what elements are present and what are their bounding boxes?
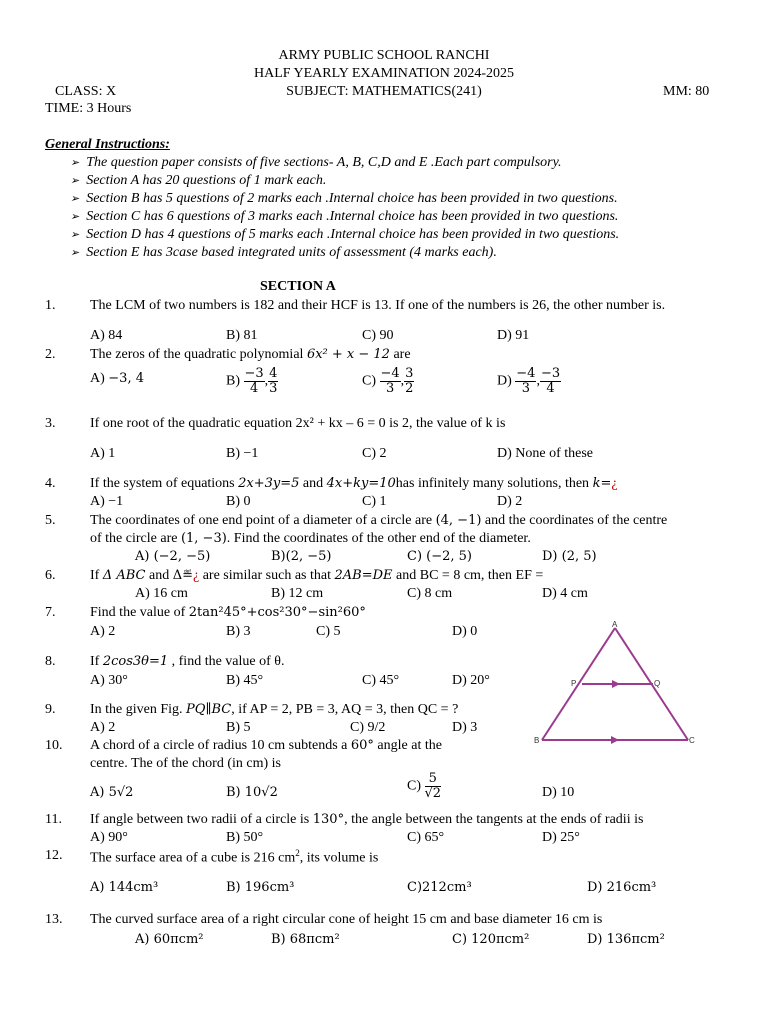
max-marks: MM: 80 (663, 84, 710, 99)
label-a: A (612, 620, 618, 629)
option-c: C) 1 (362, 494, 387, 509)
option-b: B) 12 cm (271, 586, 324, 601)
question-number: 1. (45, 298, 56, 313)
question-number: 3. (45, 416, 56, 431)
arrow-bullet-icon: ➢ (70, 229, 80, 241)
arrow-bullet-icon: ➢ (70, 247, 80, 259)
fraction: $\frac{4}{3}$ (269, 366, 278, 396)
instruction-item: ➢ Section A has 20 questions of 1 mark each. (70, 173, 327, 188)
math-expression: 6x² + x − 12 (306, 347, 390, 362)
question-text-line2: centre. The of the chord (in cm) is (90, 756, 282, 771)
option-c: C) (−2, 5) (407, 549, 472, 564)
section-title: SECTION A (260, 279, 336, 294)
question-text: If Δ ABC and Δ≝¿ are similar such as that 2AB=DE and BC = 8 cm, then EF = (90, 568, 544, 583)
question-text: If 2cos3θ=1 , find the value of θ. (90, 654, 285, 669)
question-number: 6. (45, 568, 56, 583)
option-d: D) 3 (452, 720, 478, 735)
question-number: 9. (45, 702, 56, 717)
option-c: C) 2 (362, 446, 387, 461)
arrow-bc-icon (611, 736, 619, 744)
question-number: 8. (45, 654, 56, 669)
question-text: If one root of the quadratic equation 2x² + kx – 6 = 0 is 2, the value of k is (90, 416, 506, 431)
option-b: B) 81 (226, 328, 258, 343)
option-b: B) 5 (226, 720, 251, 735)
label-q: Q (654, 679, 661, 688)
instruction-item: ➢ Section E has 3case based integrated units of assessment (4 marks each). (70, 245, 497, 260)
option-c: C) 120πcm² (452, 932, 530, 947)
instruction-item: ➢ Section C has 6 questions of 3 marks each .Internal choice has been provided in two questions. (70, 209, 619, 224)
option-c: C) $\frac{-4}{3}$ , $\frac{3}{2}$ (362, 366, 414, 396)
option-a: A) 1 (90, 446, 116, 461)
option-a: A) 144cm³ (90, 880, 159, 895)
option-d: D) 91 (497, 328, 530, 343)
option-d: D) 25° (542, 830, 580, 845)
option-c: C) 90 (362, 328, 394, 343)
fraction: $\frac{3}{2}$ (405, 366, 414, 396)
time-label: TIME: 3 Hours (45, 101, 132, 116)
instructions-title: General Instructions: (45, 137, 170, 152)
fraction: $\frac{-3}{4}$ (244, 366, 264, 396)
option-b: B) 45° (226, 673, 264, 688)
option-a: A) 84 (90, 328, 123, 343)
option-d: D) 10 (542, 785, 575, 800)
arrow-bullet-icon: ➢ (70, 175, 80, 187)
label-p: P (571, 679, 577, 688)
fraction: $\frac{-4}{3}$ (380, 366, 400, 396)
option-a: A) 30° (90, 673, 128, 688)
question-text: If the system of equations 2x+3y=5 and 4x+ky=10has infinitely many solutions, then k=¿ (90, 476, 618, 491)
question-text: The zeros of the quadratic polynomial 6x² + x − 12 are (90, 347, 411, 362)
label-c: C (689, 736, 695, 745)
option-d: D) 136πcm² (587, 932, 665, 947)
option-a: A) −3, 4 (90, 371, 144, 386)
option-a: A) −1 (90, 494, 124, 509)
question-number: 11. (45, 812, 62, 827)
question-number: 2. (45, 347, 56, 362)
option-b: B) 196cm³ (226, 880, 295, 895)
option-a: A) 90° (90, 830, 128, 845)
fraction: $\frac{-3}{4}$ (540, 366, 561, 396)
option-c: C) 9/2 (350, 720, 386, 735)
question-text: The surface area of a cube is 216 $cm^2$, its volume is (90, 848, 379, 866)
option-c: C) 65° (407, 830, 445, 845)
question-number: 10. (45, 738, 63, 753)
triangle-figure (520, 618, 706, 746)
option-c: C) 45° (362, 673, 400, 688)
option-b: B) 50° (226, 830, 264, 845)
instruction-item: ➢ Section D has 4 questions of 5 marks each .Internal choice has been provided in two questions. (70, 227, 620, 242)
question-number: 5. (45, 513, 56, 528)
option-d: D) None of these (497, 446, 594, 461)
arrow-bullet-icon: ➢ (70, 211, 80, 223)
school-name: ARMY PUBLIC SCHOOL RANCHI (278, 48, 490, 63)
question-text: If angle between two radii of a circle is 130°, the angle between the tangents at the ends of radii is (90, 812, 644, 827)
question-text: The curved surface area of a right circular cone of height 15 cm and base diameter 16 cm is (90, 912, 603, 927)
subject-label: SUBJECT: MATHEMATICS(241) (286, 84, 482, 99)
arrow-bullet-icon: ➢ (70, 157, 80, 169)
arrow-pq-icon (612, 680, 620, 688)
question-number: 4. (45, 476, 56, 491)
option-a: A) 60πcm² (135, 932, 204, 947)
option-d: D) 20° (452, 673, 490, 688)
option-b: B) 3 (226, 624, 251, 639)
option-d: D) $\frac{-4}{3}$ , $\frac{-3}{4}$ (497, 366, 561, 396)
question-text-line2: of the circle are (1, −3). Find the coordinates of the other end of the diameter. (90, 531, 531, 546)
option-a: A) 16 cm (135, 586, 188, 601)
triangle-diagram (520, 618, 706, 746)
option-d: D) (2, 5) (542, 549, 597, 564)
option-b: B) −1 (226, 446, 259, 461)
question-text: In the given Fig. PQ∥BC, if AP = 2, PB = 3, AQ = 3, then QC = ? (90, 702, 459, 717)
class-label: CLASS: X (55, 84, 117, 99)
question-text: The coordinates of one end point of a diameter of a circle are (4, −1) and the coordinates of the centre (90, 513, 668, 528)
instruction-item: ➢ Section B has 5 questions of 2 marks each .Internal choice has been provided in two questions. (70, 191, 618, 206)
option-b: B) 10√2 (226, 785, 278, 800)
option-a: A) 2 (90, 720, 116, 735)
option-b: B)(2, −5) (271, 549, 332, 564)
option-d: D) 4 cm (542, 586, 588, 601)
question-text: A chord of a circle of radius 10 cm subtends a 60° angle at the (90, 738, 442, 753)
question-number: 13. (45, 912, 63, 927)
question-number: 12. (45, 848, 63, 863)
option-d: D) 2 (497, 494, 523, 509)
fraction: $\frac{5}{√2}$ (424, 771, 442, 801)
exam-title: HALF YEARLY EXAMINATION 2024-2025 (253, 66, 515, 81)
option-b: B) $\frac{-3}{4}$ , $\frac{4}{3}$ (226, 366, 278, 396)
option-c: C) 5 (316, 624, 341, 639)
option-b: B) 68πcm² (271, 932, 340, 947)
question-text: The LCM of two numbers is 182 and their HCF is 13. If one of the numbers is 26, the other number is. (90, 298, 666, 313)
option-a: A) 5√2 (90, 785, 134, 800)
instruction-item: ➢ The question paper consists of five sections- A, B, C,D and E .Each part compulsory. (70, 155, 562, 170)
label-b: B (534, 736, 540, 745)
arrow-bullet-icon: ➢ (70, 193, 80, 205)
option-b: B) 0 (226, 494, 251, 509)
fraction: $\frac{-4}{3}$ (516, 366, 536, 396)
option-a: A) 2 (90, 624, 116, 639)
option-d: D) 216cm³ (587, 880, 657, 895)
option-d: D) 0 (452, 624, 478, 639)
option-c: C) 8 cm (407, 586, 453, 601)
option-c: C)212cm³ (407, 880, 472, 895)
question-text: Find the value of 2tan²45°+cos²30°−sin²60° (90, 605, 366, 620)
question-number: 7. (45, 605, 56, 620)
option-a: A) (−2, −5) (135, 549, 211, 564)
option-c: C) $\frac{5}{√2}$ (407, 771, 442, 801)
